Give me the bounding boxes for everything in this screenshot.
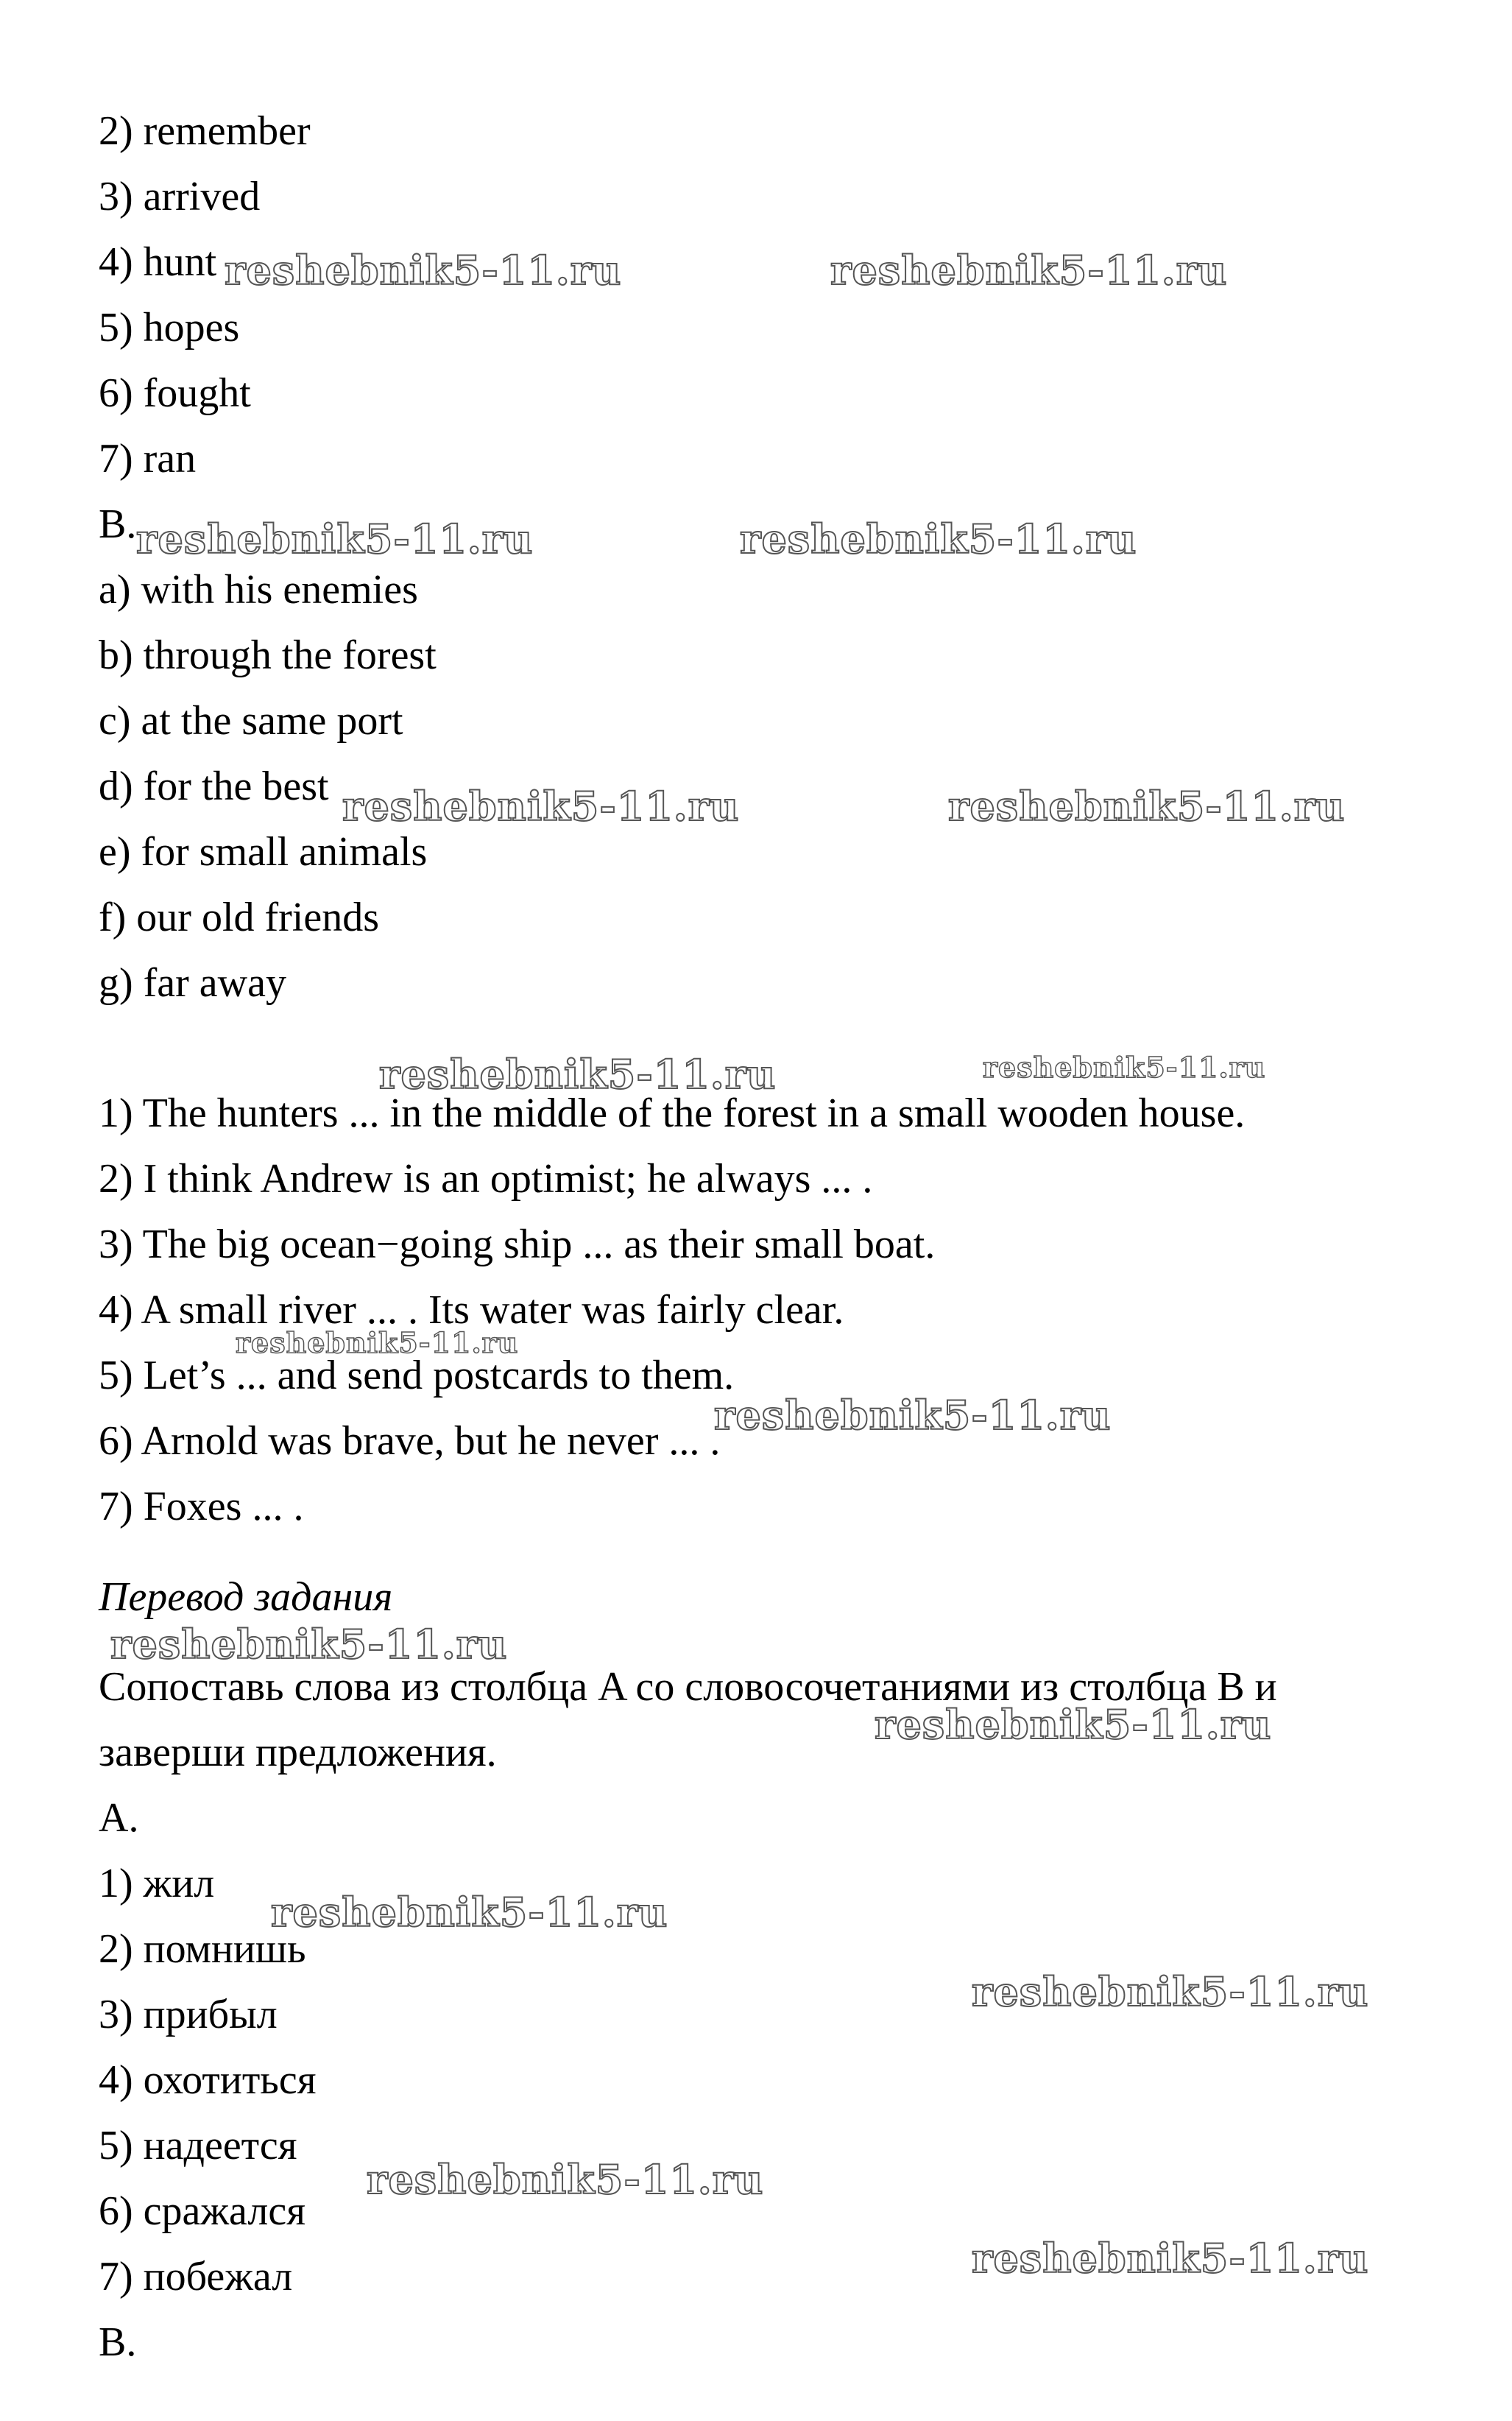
watermark: reshebnik5-11.ru <box>225 247 622 294</box>
translation-text-line-2: заверши предложения. <box>99 1730 497 1775</box>
watermark: reshebnik5-11.ru <box>136 515 534 563</box>
sentence-7: 7) Foxes ... . <box>99 1484 304 1529</box>
watermark: reshebnik5-11.ru <box>236 1326 519 1359</box>
ru-a-item-2: 2) помнишь <box>99 1926 306 1972</box>
ru-a-item-1: 1) жил <box>99 1861 215 1906</box>
b-item-b: b) through the forest <box>99 632 437 678</box>
watermark: reshebnik5-11.ru <box>830 247 1228 294</box>
b-item-d: d) for the best <box>99 764 329 809</box>
sentence-4: 4) A small river ... . Its water was fairly clear. <box>99 1287 844 1333</box>
ru-a-item-6: 6) сражался <box>99 2188 305 2234</box>
ru-a-item-5: 5) надеется <box>99 2123 297 2168</box>
b-header: B. <box>99 501 137 547</box>
watermark: reshebnik5-11.ru <box>271 1889 668 1936</box>
ru-a-item-3: 3) прибыл <box>99 1992 278 2037</box>
sentence-6: 6) Arnold was brave, but he never ... . <box>99 1418 721 1464</box>
sentence-5: 5) Let’s ... and send postcards to them. <box>99 1353 735 1398</box>
watermark: reshebnik5-11.ru <box>367 2156 764 2203</box>
a-item-4: 4) hunt <box>99 239 217 285</box>
watermark: reshebnik5-11.ru <box>740 515 1137 563</box>
watermark: reshebnik5-11.ru <box>983 1051 1266 1084</box>
ru-a-header: A. <box>99 1795 139 1841</box>
b-item-a: a) with his enemies <box>99 567 418 613</box>
a-item-7: 7) ran <box>99 436 197 482</box>
a-item-2: 2) remember <box>99 108 311 154</box>
ru-a-item-7: 7) побежал <box>99 2254 293 2300</box>
sentence-1: 1) The hunters ... in the middle of the forest in a small wooden house. <box>99 1090 1246 1136</box>
sentence-3: 3) The big ocean−going ship ... as their small boat. <box>99 1222 936 1267</box>
b-item-f: f) our old friends <box>99 895 380 940</box>
ru-b-header: B. <box>99 2319 137 2365</box>
watermark: reshebnik5-11.ru <box>972 2235 1369 2282</box>
watermark: reshebnik5-11.ru <box>972 1968 1369 2015</box>
b-item-e: e) for small animals <box>99 829 428 875</box>
b-item-g: g) far away <box>99 960 286 1006</box>
watermark: reshebnik5-11.ru <box>948 783 1346 830</box>
translation-title: Перевод задания <box>99 1574 393 1620</box>
b-item-c: c) at the same port <box>99 698 403 744</box>
translation-text-line-1: Сопоставь слова из столбца A со словосочетаниями из столбца B и <box>99 1664 1277 1710</box>
sentence-2: 2) I think Andrew is an optimist; he always ... . <box>99 1156 873 1202</box>
ru-a-item-4: 4) охотиться <box>99 2057 317 2103</box>
a-item-3: 3) arrived <box>99 174 261 219</box>
watermark: reshebnik5-11.ru <box>379 1051 777 1098</box>
watermark: reshebnik5-11.ru <box>714 1392 1112 1439</box>
watermark: reshebnik5-11.ru <box>342 783 740 830</box>
a-item-5: 5) hopes <box>99 305 240 350</box>
a-item-6: 6) fought <box>99 370 251 416</box>
watermark: reshebnik5-11.ru <box>110 1621 508 1668</box>
watermark: reshebnik5-11.ru <box>875 1701 1272 1748</box>
